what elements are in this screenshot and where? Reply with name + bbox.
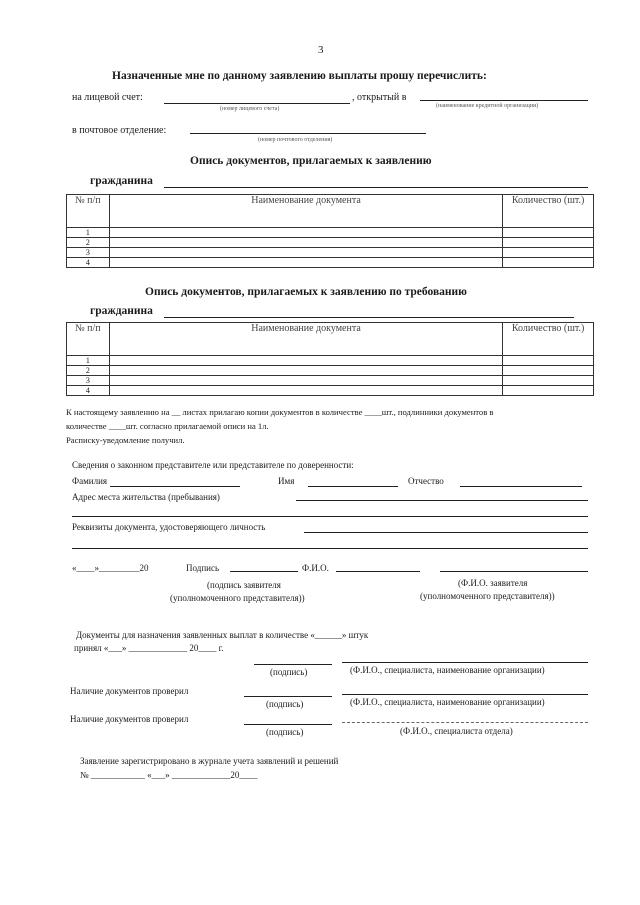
qty-cell[interactable] <box>503 238 594 248</box>
check1-fio-field[interactable] <box>342 694 588 695</box>
check2-sign-field[interactable] <box>244 724 332 725</box>
inventory2-citizen-field[interactable] <box>164 317 574 318</box>
registration-text: Заявление зарегистрировано в журнале учета заявлений и решений <box>80 756 339 766</box>
payment-heading: Назначенные мне по данному заявлению выплаты прошу перечислить: <box>112 70 487 82</box>
id-doc-field-2[interactable] <box>72 548 588 549</box>
inventory2-citizen-label: гражданина <box>90 305 153 317</box>
check2-fio-hint: (Ф.И.О., специалиста отдела) <box>400 726 513 736</box>
checked-label-1: Наличие документов проверил <box>70 686 189 696</box>
row-number: 4 <box>67 386 110 396</box>
bank-field[interactable] <box>420 100 588 101</box>
qty-cell[interactable] <box>503 386 594 396</box>
applicant-fio-hint-2: (уполномоченного представителя)) <box>420 591 555 601</box>
sign-label: Подпись <box>186 563 220 573</box>
doc-name-cell[interactable] <box>109 386 502 396</box>
doc-name-cell[interactable] <box>109 238 502 248</box>
accept-fio-field[interactable] <box>342 662 588 663</box>
inventory1-col-name: Наименование документа <box>109 195 502 228</box>
row-number: 2 <box>67 366 110 376</box>
table-row <box>67 356 594 366</box>
address-label: Адрес места жительства (пребывания) <box>72 492 220 502</box>
accepted-text: принял «___» _____________ 20____ г. <box>74 643 224 653</box>
fio-field-1[interactable] <box>336 571 420 572</box>
table-row <box>67 376 594 386</box>
post-field[interactable] <box>190 133 426 134</box>
page-number: 3 <box>318 44 324 56</box>
rep-heading: Сведения о законном представителе или представителе по доверенности: <box>72 460 354 470</box>
qty-cell[interactable] <box>503 356 594 366</box>
bank-hint: (наименование кредитной организации) <box>436 103 539 109</box>
docs-count-text: Документы для назначения заявленных выплат в количестве «______» штук <box>76 630 369 640</box>
patronymic-field[interactable] <box>460 486 582 487</box>
inventory1-table <box>66 194 594 268</box>
post-hint: (номер почтового отделения) <box>258 137 333 143</box>
account-hint: (номер лицевого счета) <box>220 106 280 112</box>
inventory2-title: Опись документов, прилагаемых к заявлению по требованию <box>145 286 467 298</box>
row-number: 3 <box>67 248 110 258</box>
qty-cell[interactable] <box>503 366 594 376</box>
doc-name-cell[interactable] <box>109 248 502 258</box>
doc-name-cell[interactable] <box>109 366 502 376</box>
table-row <box>67 228 594 238</box>
address-field-2[interactable] <box>72 516 588 517</box>
registration-number-line[interactable]: № ____________ «___» _____________20____ <box>80 770 258 780</box>
checked-label-2: Наличие документов проверил <box>70 714 189 724</box>
inventory1-title: Опись документов, прилагаемых к заявлению <box>190 155 432 167</box>
table-row <box>67 386 594 396</box>
address-field[interactable] <box>296 500 588 501</box>
qty-cell[interactable] <box>503 376 594 386</box>
table-row <box>67 248 594 258</box>
id-doc-field[interactable] <box>304 532 588 533</box>
row-number: 3 <box>67 376 110 386</box>
row-number: 1 <box>67 228 110 238</box>
row-number: 1 <box>67 356 110 366</box>
fio-field-2[interactable] <box>440 571 588 572</box>
inventory2-col-name: Наименование документа <box>109 323 502 356</box>
account-field[interactable] <box>164 103 350 104</box>
patronymic-label: Отчество <box>408 476 444 486</box>
name-label: Имя <box>278 476 295 486</box>
qty-cell[interactable] <box>503 228 594 238</box>
sign-field[interactable] <box>230 571 298 572</box>
inventory1-citizen-field[interactable] <box>164 187 588 188</box>
post-label: в почтовое отделение: <box>72 125 167 136</box>
id-doc-label: Реквизиты документа, удостоверяющего личность <box>72 522 266 532</box>
check2-sign-hint: (подпись) <box>266 727 304 737</box>
date-field[interactable]: «____»_________20 <box>72 563 149 573</box>
inventory2-col-num: № п/п <box>67 323 110 356</box>
attach-text-2: количестве ____шт. согласно прилагаемой описи на 1л. <box>66 421 269 431</box>
inventory2-table <box>66 322 594 396</box>
accept-sign-field[interactable] <box>254 664 332 665</box>
applicant-sign-hint-1: (подпись заявителя <box>207 580 281 590</box>
opened-label: , открытый в <box>352 92 407 103</box>
surname-field[interactable] <box>110 486 240 487</box>
table-row <box>67 258 594 268</box>
applicant-sign-hint-2: (уполномоченного представителя)) <box>170 593 305 603</box>
row-number: 4 <box>67 258 110 268</box>
qty-cell[interactable] <box>503 248 594 258</box>
inventory1-col-qty: Количество (шт.) <box>503 195 594 228</box>
receipt-text: Расписку-уведомление получил. <box>66 435 185 445</box>
inventory2-col-qty: Количество (шт.) <box>503 323 594 356</box>
name-field[interactable] <box>308 486 398 487</box>
check1-sign-field[interactable] <box>244 696 332 697</box>
account-label: на лицевой счет: <box>72 92 143 103</box>
check1-sign-hint: (подпись) <box>266 699 304 709</box>
doc-name-cell[interactable] <box>109 376 502 386</box>
inventory1-citizen-label: гражданина <box>90 175 153 187</box>
surname-label: Фамилия <box>72 476 108 486</box>
doc-name-cell[interactable] <box>109 356 502 366</box>
fio-label: Ф.И.О. <box>302 563 329 573</box>
doc-name-cell[interactable] <box>109 228 502 238</box>
row-number: 2 <box>67 238 110 248</box>
check2-fio-field[interactable] <box>342 722 588 723</box>
applicant-fio-hint-1: (Ф.И.О. заявителя <box>458 578 528 588</box>
accept-sign-hint: (подпись) <box>270 667 308 677</box>
qty-cell[interactable] <box>503 258 594 268</box>
attach-text-1: К настоящему заявлению на __ листах прилагаю копии документов в количестве ____шт., подлинники документов в <box>66 407 494 417</box>
inventory1-col-num: № п/п <box>67 195 110 228</box>
table-row <box>67 238 594 248</box>
check1-fio-hint: (Ф.И.О., специалиста, наименование организации) <box>350 697 545 707</box>
doc-name-cell[interactable] <box>109 258 502 268</box>
accept-fio-hint: (Ф.И.О., специалиста, наименование организации) <box>350 665 545 675</box>
table-row <box>67 366 594 376</box>
